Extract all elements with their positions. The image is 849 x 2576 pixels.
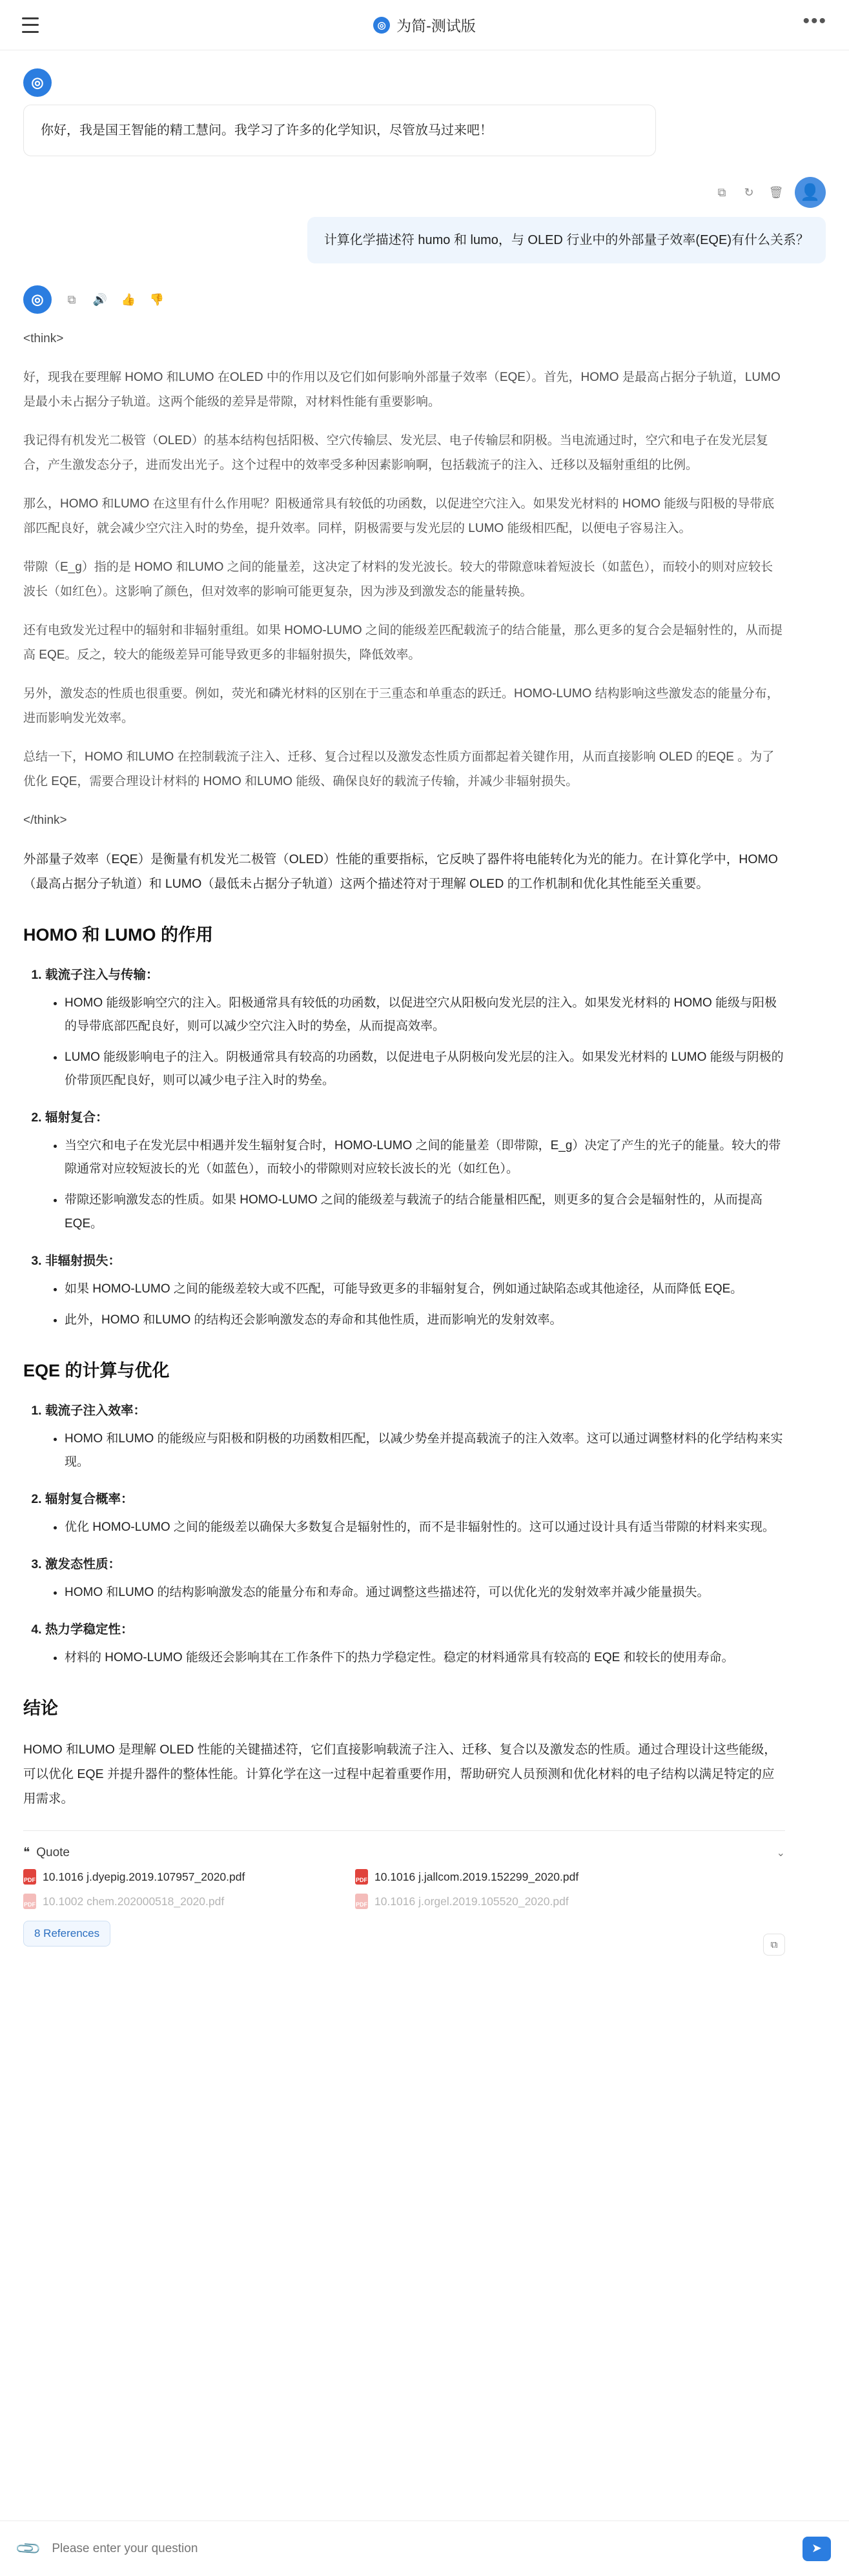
think-paragraph: 带隙（E_g）指的是 HOMO 和LUMO 之间的能量差，这决定了材料的发光波长。较大的带隙意味着短波长（如蓝色），而较小的则对应较长波长（如红色）。这影响了颜色，但对效率的影响可能更复杂，因为涉及到激发态的能量转换。 xyxy=(23,560,773,598)
page-title xyxy=(0,14,849,36)
bot-avatar: ◎ xyxy=(23,68,52,97)
delete-icon[interactable]: 🗑 xyxy=(768,185,784,199)
page-title-text: 为简-测试版 xyxy=(396,17,476,34)
assistant-answer xyxy=(23,285,826,1950)
thumbs-up-icon[interactable]: 👍 xyxy=(121,292,136,306)
thinking-block xyxy=(23,327,785,833)
ellipsis-icon[interactable]: ••• xyxy=(803,10,827,32)
document-name: 10.1016 j.orgel.2019.105520_2020.pdf xyxy=(374,1894,569,1908)
bullet-list xyxy=(45,1427,785,1474)
list-item[interactable] xyxy=(355,1869,659,1885)
user-message xyxy=(23,177,826,263)
copy-icon[interactable]: ⧉ xyxy=(763,1934,785,1956)
list-item-title: 热力学稳定性： xyxy=(45,1622,134,1637)
document-list xyxy=(23,1869,785,1909)
quote-label: Quote xyxy=(36,1845,70,1859)
bullet-list xyxy=(45,1581,785,1604)
bot-avatar: ◎ xyxy=(23,285,52,314)
bullet-item: • HOMO 和LUMO 的结构影响激发态的能量分布和寿命。通过调整这些描述符，可以优化光的发射效率并减少能量损失。 xyxy=(65,1581,785,1604)
section-list xyxy=(23,964,785,1332)
think-paragraph: 还有电致发光过程中的辐射和非辐射重组。如果 HOMO-LUMO 之间的能级差匹配载流子的结合能量，那么更多的复合会是辐射性的，从而提高 EQE。反之，较大的能级差异可能导致更多的非辐射损失，降低效率。 xyxy=(23,624,783,662)
list-item xyxy=(45,964,785,1092)
bullet-item: • 材料的 HOMO-LUMO 能级还会影响其在工作条件下的热力学稳定性。稳定的材料通常具有较高的 EQE 和较长的使用寿命。 xyxy=(65,1646,785,1670)
list-item xyxy=(45,1619,785,1670)
list-item[interactable] xyxy=(23,1894,327,1909)
list-item-title: 激发态性质： xyxy=(45,1557,121,1571)
chevron-down-icon[interactable]: ⌄ xyxy=(776,1847,785,1859)
thumbs-down-icon[interactable]: 👎 xyxy=(149,292,165,306)
think-paragraph: 我记得有机发光二极管（OLED）的基本结构包括阳极、空穴传输层、发光层、电子传输层和阴极。当电流通过时，空穴和电子在发光层复合，产生激发态分子，进而发出光子。这个过程中的效率受多种因素影响啊，包括载流子的注入、迁移以及辐射重组的比例。 xyxy=(23,434,768,472)
list-item xyxy=(45,1400,785,1474)
greeting-bubble: 你好，我是国王智能的精工慧问。我学习了许多的化学知识，尽管放马过来吧！ xyxy=(23,105,656,156)
top-bar xyxy=(0,0,849,50)
message-input[interactable] xyxy=(50,2541,791,2557)
send-button[interactable]: ➤ xyxy=(803,2537,831,2561)
answer-body xyxy=(23,327,785,1811)
pdf-icon: PDF xyxy=(355,1894,368,1909)
answer-intro: 外部量子效率（EQE）是衡量有机发光二极管（OLED）性能的重要指标，它反映了器件将电能转化为光的能力。在计算化学中，HOMO（最高占据分子轨道）和 LUMO（最低未占据分子轨道）这两个描述符对于理解 OLED 的工作机制和优化其性能至关重要。 xyxy=(23,852,778,892)
think-paragraph: 总结一下，HOMO 和LUMO 在控制载流子注入、迁移、复合过程以及激发态性质方面都起着关键作用，从而直接影响 OLED 的EQE 。为了优化 EQE，需要合理设计材料的 HOMO 和LUMO 能级、确保良好的载流子传输，并减少非辐射损失。 xyxy=(23,750,775,788)
bullet-item: • 如果 HOMO-LUMO 之间的能级差较大或不匹配，可能导致更多的非辐射复合，例如通过缺陷态或其他途径，从而降低 EQE。 xyxy=(65,1278,785,1301)
list-item xyxy=(45,1553,785,1604)
user-avatar: 👤 xyxy=(795,177,826,208)
references-button[interactable]: 8 References xyxy=(23,1921,110,1947)
pdf-icon: PDF xyxy=(23,1869,36,1885)
bullet-list xyxy=(45,992,785,1092)
list-item xyxy=(45,1488,785,1539)
pdf-icon: PDF xyxy=(355,1869,368,1885)
brand-logo-icon: ◎ xyxy=(373,17,390,34)
section-heading: HOMO 和 LUMO 的作用 xyxy=(23,925,213,945)
document-name: 10.1002 chem.202000518_2020.pdf xyxy=(43,1894,225,1908)
list-item[interactable] xyxy=(355,1894,659,1909)
quote-panel xyxy=(23,1830,785,1950)
bullet-item: • LUMO 能级影响电子的注入。阴极通常具有较高的功函数，以促进电子从阴极向发光层的注入。如果发光材料的 LUMO 能级与阴极的价带顶匹配良好，则可以减少电子注入时的势垒。 xyxy=(65,1046,785,1092)
list-item-title: 辐射复合概率： xyxy=(45,1491,134,1506)
bullet-list xyxy=(45,1134,785,1235)
bullet-item: • 当空穴和电子在发光层中相遇并发生辐射复合时，HOMO-LUMO 之间的能量差（即带隙，E_g）决定了产生的光子的能量。较大的带隙通常对应较短波长的光（如蓝色），而较小的带隙则对应较长波长的光（如红色）。 xyxy=(65,1134,785,1181)
list-item xyxy=(45,1107,785,1235)
list-item-title: 载流子注入与传输： xyxy=(45,967,159,982)
bullet-list xyxy=(45,1646,785,1670)
list-item-title: 辐射复合： xyxy=(45,1110,108,1125)
think-paragraph: 另外，激发态的性质也很重要。例如，荧光和磷光材料的区别在于三重态和单重态的跃迁。HOMO-LUMO 结构影响这些激发态的能量分布，进而影响发光效率。 xyxy=(23,687,779,725)
bullet-list xyxy=(45,1516,785,1539)
section-heading: 结论 xyxy=(23,1699,58,1719)
section-heading: EQE 的计算与优化 xyxy=(23,1360,170,1380)
section-list xyxy=(23,1400,785,1670)
quote-icon: ❝ xyxy=(23,1846,30,1860)
sound-icon[interactable]: 🔊 xyxy=(92,292,108,306)
think-paragraph: 好，现我在要理解 HOMO 和LUMO 在OLED 中的作用以及它们如何影响外部量子效率（EQE）。首先，HOMO 是最高占据分子轨道，LUMO 是最小未占据分子轨道。这两个能级的差异是带隙，对材料性能有重要影响。 xyxy=(23,371,781,409)
conclusion-paragraph: HOMO 和LUMO 是理解 OLED 性能的关键描述符，它们直接影响载流子注入、迁移、复合以及激发态的性质。通过合理设计这些能级，可以优化 EQE 并提升器件的整体性能。计算化学在这一过程中起着重要作用，帮助研究人员预测和优化材料的电子结构以满足特定的应用需求。 xyxy=(23,1743,777,1806)
list-item[interactable] xyxy=(23,1869,327,1885)
document-name: 10.1016 j.dyepig.2019.107957_2020.pdf xyxy=(43,1870,245,1883)
list-item-title: 载流子注入效率： xyxy=(45,1403,147,1418)
user-message-actions xyxy=(713,177,826,208)
bullet-item: • HOMO 能级影响空穴的注入。阳极通常具有较低的功函数，以促进空穴从阳极向发光层的注入。如果发光材料的 HOMO 能级与阳极的导带底部匹配良好，则可以减少空穴注入时的势垒，从而提高效率。 xyxy=(65,992,785,1038)
quote-header[interactable] xyxy=(23,1841,785,1869)
greeting-message xyxy=(23,68,826,156)
copy-icon[interactable]: ⧉ xyxy=(67,292,76,306)
pdf-icon: PDF xyxy=(23,1894,36,1909)
refresh-icon[interactable]: ↻ xyxy=(744,185,754,199)
think-close-tag: </think> xyxy=(23,813,67,827)
bullet-item: • 此外，HOMO 和LUMO 的结构还会影响激发态的寿命和其他性质，进而影响光的发射效率。 xyxy=(65,1309,785,1332)
document-name: 10.1016 j.jallcom.2019.152299_2020.pdf xyxy=(374,1870,579,1883)
bullet-item: • HOMO 和LUMO 的能级应与阳极和阴极的功函数相匹配，以减少势垒并提高载流子的注入效率。这可以通过调整材料的化学结构来实现。 xyxy=(65,1427,785,1474)
list-item xyxy=(45,1250,785,1332)
copy-icon[interactable]: ⧉ xyxy=(717,185,726,199)
answer-toolbar xyxy=(23,285,826,314)
bullet-item: • 优化 HOMO-LUMO 之间的能级差以确保大多数复合是辐射性的，而不是非辐射性的。这可以通过设计具有适当带隙的材料来实现。 xyxy=(65,1516,785,1539)
conversation xyxy=(0,50,849,2024)
bullet-list xyxy=(45,1278,785,1332)
bullet-item: • 带隙还影响激发态的性质。如果 HOMO-LUMO 之间的能级差与载流子的结合能量相匹配，则更多的复合会是辐射性的，从而提高 EQE。 xyxy=(65,1189,785,1235)
think-paragraph: 那么，HOMO 和LUMO 在这里有什么作用呢？阳极通常具有较低的功函数，以促进空穴注入。如果发光材料的 HOMO 能级与阳极的导带底部匹配良好，就会减少空穴注入时的势垒，提升效率。同样，阴极需要与发光层的 LUMO 能级相匹配，以便电子容易注入。 xyxy=(23,497,775,535)
think-open-tag: <think> xyxy=(23,332,64,345)
menu-icon[interactable] xyxy=(22,17,41,33)
list-item-title: 非辐射损失： xyxy=(45,1253,121,1268)
message-composer xyxy=(0,2520,849,2576)
paperclip-icon[interactable]: 📎 xyxy=(14,2534,43,2563)
user-message-bubble: 计算化学描述符 humo 和 lumo，与 OLED 行业中的外部量子效率(EQE)有什么关系？ xyxy=(307,217,826,263)
